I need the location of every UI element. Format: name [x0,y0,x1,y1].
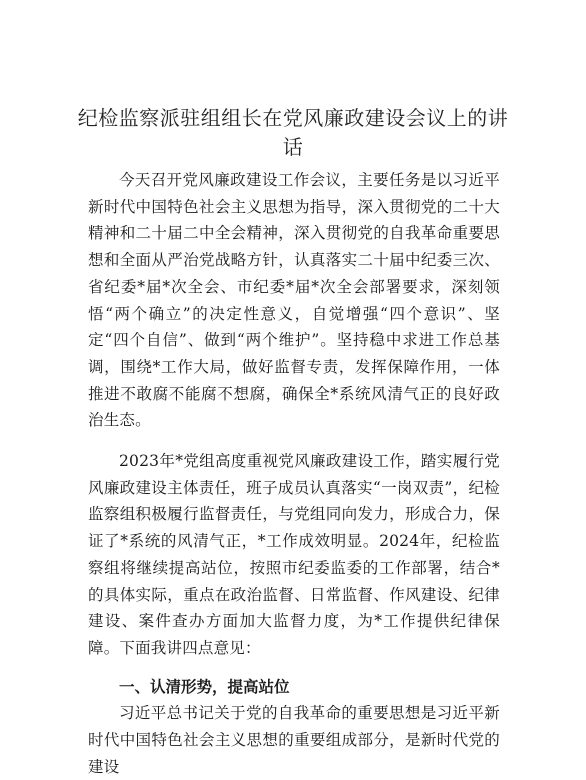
paragraph-intro: 今天召开党风廉政建设工作会议，主要任务是以习近平新时代中国特色社会主义思想为指导，深入贯彻党的二十大精神和二十届二中全会精神，深入贯彻党的自我革命重要思想和全面从严治党战略方针，认真落实二十届中纪委三次、省纪委*届*次全会、市纪委*届*次全会部署要求，深刻领悟“两个确立”的决定性意义，自觉增强“四个意识”、坚定“四个自信”、做到“两个维护”。坚持稳中求进工作总基调，围绕*工作大局，做好监督专责，发挥保障作用，一体推进不敢腐不能腐不想腐，确保全*系统风清气正的良好政治生态。 [88,171,500,430]
paragraph-section-one: 习近平总书记关于党的自我革命的重要思想是习近平新时代中国特色社会主义思想的重要组成部分，是新时代党的建设 [88,704,500,776]
document-title: 纪检监察派驻组组长在党风廉政建设会议上的讲话 [77,106,509,159]
document-body [88,167,500,780]
section-heading: 一、认清形势，提高站位 [119,676,290,696]
paragraph-overview: 2023年*党组高度重视党风廉政建设工作，踏实履行党风廉政建设主体责任，班子成员认真落实“一岗双责”，纪检监察组积极履行监督责任，与党组同向发力，形成合力，保证了*系统的风清气正，*工作成效明显。2024年，纪检监察组将继续提高站位，按照市纪委监委的工作部署，结合*的具体实际，重点在政治监督、日常监督、作风建设、纪律建设、案件查办方面加大监督力度，为*工作提供纪律保障。下面我讲四点意见： [88,452,500,657]
